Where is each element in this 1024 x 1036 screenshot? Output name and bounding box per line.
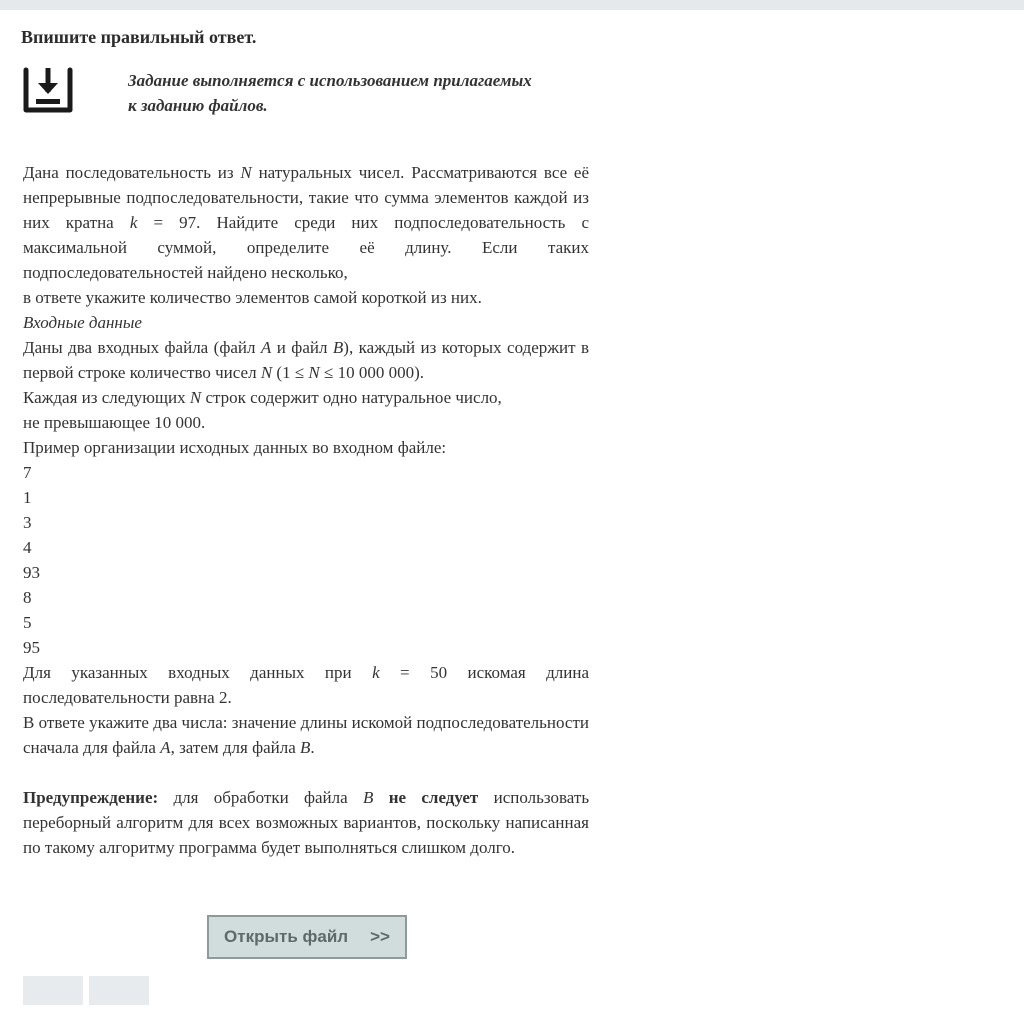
- warning-label: Предупреждение:: [23, 788, 159, 807]
- sample-value: 5: [23, 613, 32, 632]
- text-fragment: Даны два входных файла (файл: [23, 338, 256, 357]
- var-B: B: [363, 788, 374, 807]
- sample-input-list: [23, 460, 589, 660]
- task-paragraph-8: [23, 710, 589, 760]
- task-paragraph-7: [23, 660, 589, 685]
- task-paragraph-6: Пример организации исходных данных во входном файле:: [23, 438, 447, 457]
- double-chevron-right-icon: >>: [370, 927, 390, 946]
- text-fragment: В ответе укажите два числа: значение длины искомой подпоследовательности сначала для файла: [23, 713, 589, 757]
- top-strip: [0, 0, 1024, 10]
- text-fragment: Для указанных входных данных при: [23, 663, 352, 682]
- text-fragment: , затем для файла: [170, 738, 296, 757]
- var-B: B: [332, 338, 344, 357]
- var-N: N: [308, 363, 320, 382]
- sample-value: 8: [23, 588, 32, 607]
- var-A: A: [160, 738, 171, 757]
- text-fragment: = 97. Найдите среди них подпоследовательность с максимальной суммой, определите её длину. Если таких подпоследовательностей найдено несколько,: [23, 213, 589, 282]
- text-fragment: ≤ 10 000 000).: [324, 363, 424, 382]
- sample-value: 93: [23, 563, 40, 582]
- task-paragraph-3: [23, 335, 589, 385]
- warning-paragraph: [23, 785, 589, 860]
- var-k: k: [129, 213, 138, 232]
- sample-value: 3: [23, 513, 32, 532]
- answer-input-a[interactable]: [23, 976, 83, 1005]
- file-note: [128, 68, 588, 118]
- file-note-line1: Задание выполняется с использованием прилагаемых: [128, 71, 532, 90]
- task-paragraph-1: [23, 160, 589, 285]
- text-fragment: (1 ≤: [276, 363, 305, 382]
- task-paragraph-4: [23, 385, 589, 410]
- text-fragment: .: [310, 738, 315, 757]
- sample-value: 7: [23, 463, 32, 482]
- open-file-label: Открыть файл: [224, 927, 349, 946]
- text-fragment: ), каждый из которых содержит в первой строке количество чисел: [23, 338, 590, 382]
- text-fragment: строк содержит одно натуральное число,: [205, 388, 502, 407]
- task-paragraph-2: в ответе укажите количество элементов самой короткой из них.: [23, 288, 482, 307]
- sample-value: 4: [23, 538, 32, 557]
- text-fragment: Дана последовательность из: [23, 163, 234, 182]
- text-fragment: для обработки файла: [173, 788, 348, 807]
- text-fragment: и файл: [276, 338, 328, 357]
- download-icon[interactable]: [22, 66, 74, 114]
- spacer: [23, 760, 589, 785]
- text-fragment: Каждая из следующих: [23, 388, 186, 407]
- input-heading: [23, 310, 589, 335]
- text-fragment: = 50 искомая длина: [400, 663, 590, 682]
- answer-input-b[interactable]: [89, 976, 149, 1005]
- var-N: N: [189, 388, 202, 407]
- file-note-line2: к заданию файлов.: [128, 96, 268, 115]
- var-A: A: [260, 338, 272, 357]
- task-paragraph-5: не превышающее 10 000.: [23, 413, 206, 432]
- text-fragment: использовать переборный алгоритм для всех возможных вариантов, поскольку написанная по такому алгоритму программа будет выполняться слишком долго.: [23, 788, 590, 857]
- task-paragraph-7b: последовательности равна 2.: [23, 688, 232, 707]
- var-B: B: [300, 738, 311, 757]
- task-content: [23, 160, 589, 860]
- sample-value: 1: [23, 488, 32, 507]
- input-heading-text: Входные данные: [23, 313, 142, 332]
- warning-emphasis: не следует: [388, 788, 479, 807]
- instruction-text: Впишите правильный ответ.: [21, 27, 257, 47]
- open-file-button[interactable]: [207, 915, 407, 959]
- var-N: N: [240, 163, 252, 182]
- text-fragment: натуральных чисел. Рассматриваются все её непрерывные подпоследовательности, такие что сумма элементов каждой из них кратна: [23, 163, 590, 232]
- sample-value: 95: [23, 638, 40, 657]
- var-N: N: [260, 363, 273, 382]
- var-k: k: [372, 663, 380, 682]
